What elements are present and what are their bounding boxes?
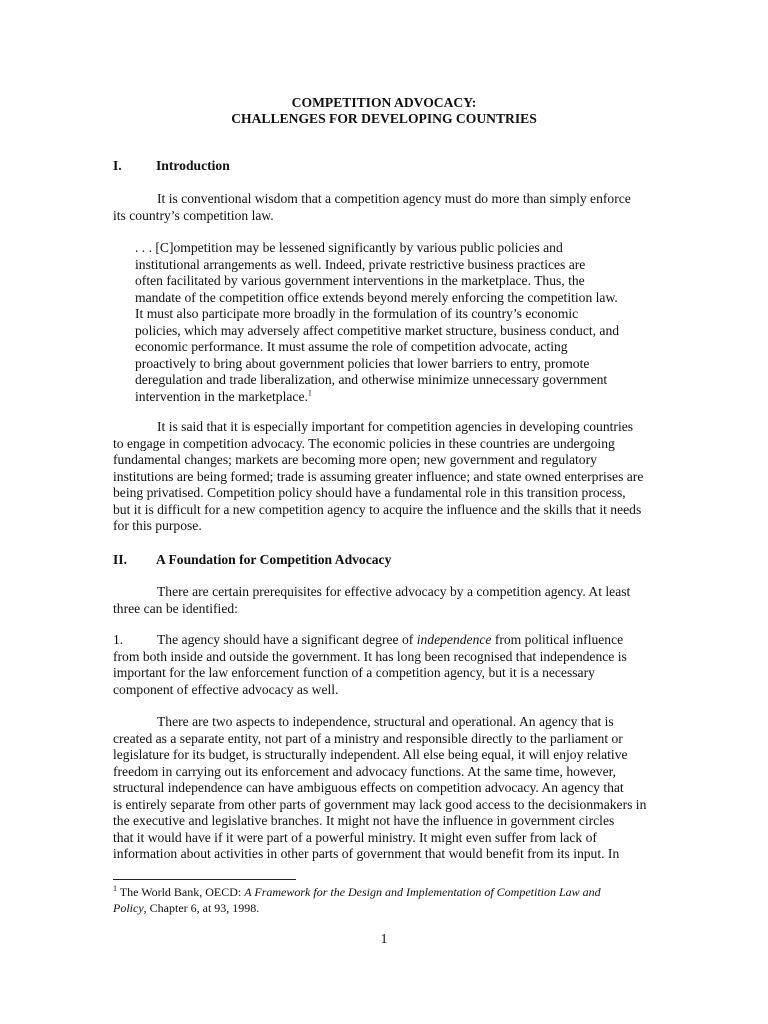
- section-2-number: II.: [113, 552, 127, 567]
- text-line: its country’s competition law.: [113, 207, 274, 223]
- quote-line: mandate of the competition office extends beyond merely enforcing the competition law.: [135, 289, 618, 305]
- text-line: structural independence can have ambiguous effects on competition advocacy. An agency that: [113, 780, 624, 795]
- page-number: 1: [380, 931, 388, 946]
- footnote-line-2: [113, 901, 658, 917]
- footnote-separator: [113, 879, 296, 880]
- quote-line: often facilitated by various government interventions in the marketplace. Thus, the: [135, 273, 585, 288]
- intro-paragraph-1: [113, 191, 653, 224]
- text-line: component of effective advocacy as well.: [113, 681, 339, 697]
- text-line: from both inside and outside the government. It has long been recognised that independence is: [113, 648, 627, 664]
- section-1-heading: [113, 157, 230, 175]
- document-title-line-1: COMPETITION ADVOCACY:: [291, 95, 477, 110]
- text-line: being privatised. Competition policy should have a fundamental role in this transition process,: [113, 485, 626, 500]
- text-line: for this purpose.: [113, 518, 202, 533]
- section-1-title: Introduction: [156, 158, 230, 173]
- text-line: but it is difficult for a new competition agency to acquire the influence and the skills that it needs: [113, 501, 642, 517]
- document-title-line-2: CHALLENGES FOR DEVELOPING COUNTRIES: [231, 111, 537, 126]
- text-line: fundamental changes; markets are becoming more open; new government and regulatory: [113, 452, 597, 467]
- text-line: that it would have if it were part of a powerful ministry. It might even suffer from lack of: [113, 829, 597, 845]
- text-line: legislature for its budget, is structurally independent. All else being equal, it will enjoy relative: [113, 747, 628, 762]
- text-line: three can be identified:: [113, 600, 238, 616]
- text-line: information about activities in other parts of government that would benefit from its input. In: [113, 846, 620, 861]
- text-line: the executive and legislative branches. It might not have the influence in government circles: [113, 813, 615, 828]
- section-2-heading: [113, 551, 391, 569]
- quote-line: economic performance. It must assume the role of competition advocate, acting: [135, 339, 568, 354]
- text-line: created as a separate entity, not part of a ministry and responsible directly to the parliament or: [113, 730, 623, 746]
- footnote-marker: 1: [113, 884, 117, 893]
- foundation-paragraph-2: [113, 714, 653, 863]
- item-first-line: [113, 632, 653, 649]
- footnote-line-1: [113, 885, 658, 901]
- section-2-title: A Foundation for Competition Advocacy: [156, 552, 392, 567]
- quote-line: . . . [C]ompetition may be lessened significantly by various public policies and: [135, 240, 563, 255]
- item-text: from political influence: [491, 632, 624, 647]
- footnote-reference[interactable]: 1: [307, 387, 312, 397]
- quote-last-text: intervention in the marketplace.: [135, 388, 308, 404]
- item-emphasis: independence: [416, 632, 492, 647]
- section-1-number: I.: [113, 158, 122, 173]
- foundation-paragraph-1: [113, 584, 653, 617]
- footnote: [113, 885, 658, 916]
- text-line: There are two aspects to independence, structural and operational. An agency that is: [157, 714, 614, 729]
- footnote-text: , Chapter 6, at 93, 1998.: [143, 900, 260, 915]
- text-line: freedom in carrying out its enforcement and advocacy functions. At the same time, however,: [113, 763, 617, 779]
- quote-line: institutional arrangements as well. Indeed, private restrictive business practices are: [135, 256, 586, 272]
- text-line: institutions are being formed; trade is assuming greater influence; and state owned enterprises are: [113, 468, 644, 484]
- text-line: It is said that it is especially important for competition agencies in developing countries: [157, 419, 634, 434]
- item-number: 1.: [113, 632, 124, 647]
- footnote-title: A Framework for the Design and Implementation of Competition Law and: [244, 885, 601, 899]
- item-text: The agency should have a significant degree of: [157, 632, 417, 647]
- text-line: is entirely separate from other parts of government may lack good access to the decisionmakers in: [113, 796, 647, 812]
- text-line: There are certain prerequisites for effective advocacy by a competition agency. At least: [157, 584, 631, 599]
- quote-line: policies, which may adversely affect competitive market structure, business conduct, and: [135, 322, 620, 338]
- text-line: important for the law enforcement function of a competition agency, but it is a necessary: [113, 665, 595, 680]
- block-quote: [135, 240, 635, 405]
- footnote-text: The World Bank, OECD:: [117, 885, 245, 899]
- footnote-title-cont: Policy: [113, 900, 144, 915]
- quote-line: It must also participate more broadly in the formulation of its country’s economic: [135, 306, 579, 321]
- intro-paragraph-2: [113, 419, 653, 535]
- quote-line: proactively to bring about government policies that lower barriers to entry, promote: [135, 355, 590, 371]
- quote-line: deregulation and trade liberalization, and otherwise minimize unnecessary government: [135, 372, 608, 387]
- quote-line-last: [135, 389, 635, 406]
- text-line: It is conventional wisdom that a competition agency must do more than simply enforce: [157, 191, 631, 206]
- text-line: to engage in competition advocacy. The economic policies in these countries are undergoing: [113, 435, 615, 451]
- numbered-item-1: [113, 632, 653, 698]
